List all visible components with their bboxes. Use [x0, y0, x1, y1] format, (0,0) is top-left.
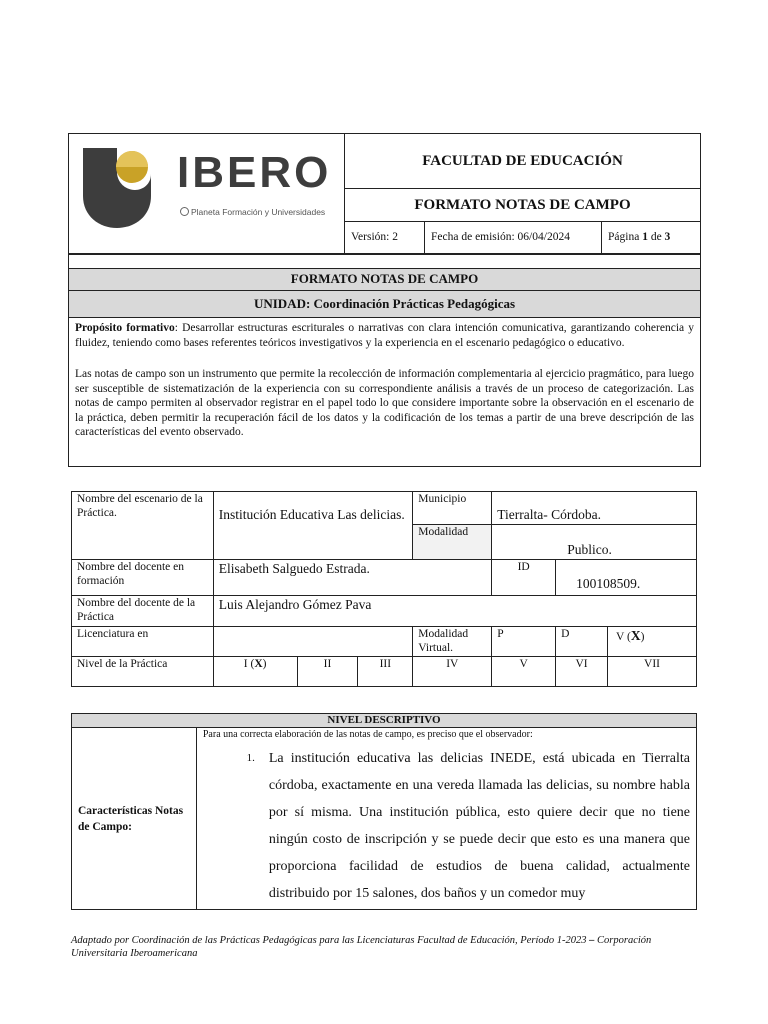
page-footer	[71, 934, 701, 960]
logo-cell	[69, 134, 345, 254]
characteristics-label: Características Notas de Campo:	[72, 728, 197, 910]
municipio-value: Tierralta- Córdoba.	[492, 492, 697, 525]
teacher-training-label: Nombre del docente en formación	[72, 560, 214, 596]
page-current: 1	[642, 231, 648, 244]
id-value: 100108509.	[556, 560, 697, 596]
scenario-label: Nombre del escenario de la Práctica.	[72, 492, 214, 560]
level-cell: VI	[556, 657, 608, 687]
page-label: Página	[608, 231, 640, 244]
level-cell: I (X)	[213, 657, 297, 687]
faculty-title: FACULTAD DE EDUCACIÓN	[345, 134, 701, 189]
logo-wordmark: IBERO	[177, 148, 332, 197]
page-of: de	[650, 231, 662, 244]
purpose-label: Propósito formativo	[75, 322, 175, 334]
mode-v-label: V (	[616, 631, 631, 643]
level-cell: V	[492, 657, 556, 687]
intro-paragraph: Las notas de campo son un instrumento que permite la recolección de información complementaria al ejercicio pragmático, para luego ser susceptible de sistematización de la experiencia con su correspondiente análisis a través de un proceso de categorización. Las notas de campo permiten al observador registrar en el papel todo lo que considere importante sobre la observación en el escenario de la práctica, deben permitir la recuperación fácil de los datos y la codificación de los temas a partir de una breve descripción de las características del evento observado.	[75, 368, 694, 438]
modalidad-virtual-label: Modalidad Virtual.	[413, 627, 492, 657]
header-format-title: FORMATO NOTAS DE CAMPO	[345, 189, 701, 221]
list-item	[203, 745, 690, 907]
footer-dash: –	[589, 935, 595, 946]
mode-v-close: )	[640, 631, 645, 643]
licenciatura-value	[213, 627, 413, 657]
teacher-training-value: Elisabeth Salguedo Estrada.	[213, 560, 491, 596]
logo-tagline: Planeta Formación y Universidades	[191, 207, 326, 217]
page-indicator	[602, 221, 701, 253]
teacher-practice-value: Luis Alejandro Gómez Pava	[213, 596, 696, 627]
level-cell: III	[358, 657, 413, 687]
teacher-practice-label: Nombre del docente de la Práctica	[72, 596, 214, 627]
descriptive-title: NIVEL DESCRIPTIVO	[72, 714, 697, 728]
format-box	[68, 254, 701, 467]
page-total: 3	[664, 231, 671, 244]
purpose-text: : Desarrollar estructuras escriturales o narrativas con clara intención comunicativa, garantizando coherencia y fluidez, teniendo como bases referentes teóricos investigativos y la experiencia en el escenario pedagógico o educativo.	[75, 322, 695, 349]
mode-v	[608, 627, 697, 657]
format-box-title: FORMATO NOTAS DE CAMPO	[69, 269, 700, 291]
footer-text-b: Corporación Universitaria Iberoamericana	[71, 935, 652, 959]
instruction-text: Para una correcta elaboración de las notas de campo, es preciso que el observador:	[202, 729, 533, 740]
spacer-row	[69, 255, 700, 269]
emission-date: Fecha de emisión: 06/04/2024	[425, 221, 602, 253]
modalidad-label: Modalidad	[413, 525, 492, 560]
mode-d: D	[556, 627, 608, 657]
id-label: ID	[492, 560, 556, 596]
licenciatura-label: Licenciatura en	[72, 627, 214, 657]
descriptive-content	[196, 728, 696, 910]
modalidad-value: Publico.	[492, 525, 697, 560]
mode-v-mark: X	[630, 628, 641, 643]
level-label: Nivel de la Práctica	[72, 657, 214, 687]
level-cell: II	[297, 657, 358, 687]
globe-icon	[180, 207, 189, 216]
scenario-value: Institución Educativa Las delicias.	[213, 492, 413, 560]
purpose-paragraph	[69, 318, 700, 350]
level-cell: IV	[413, 657, 492, 687]
practice-info-table	[71, 491, 697, 687]
item-number: 1.	[246, 752, 255, 764]
level-cell: VII	[608, 657, 697, 687]
footer-text-a: Adaptado por Coordinación de las Prácticas Pedagógicas para las Licenciaturas Facultad de Educación, Período 1-2023	[71, 935, 590, 946]
mode-p: P	[492, 627, 556, 657]
item-text: La institución educativa las delicias INEDE, está ubicada en Tierralta córdoba, exactamente en una vereda llamada las delicias, su nombre habla por sí misma. Una institución pública, esto quiere decir que no tiene ningún costo de inscripción y se puede decir que esto es una manera que proporciona facilidad de estudios de buena calidad, actualmente distribuido por 15 salones, dos baños y un comedor muy	[268, 751, 690, 901]
document-header	[68, 133, 701, 254]
unit-title: UNIDAD: Coordinación Prácticas Pedagógicas	[69, 291, 700, 318]
descriptive-table	[71, 713, 697, 910]
municipio-label: Municipio	[413, 492, 492, 525]
version-label: Versión: 2	[345, 221, 425, 253]
